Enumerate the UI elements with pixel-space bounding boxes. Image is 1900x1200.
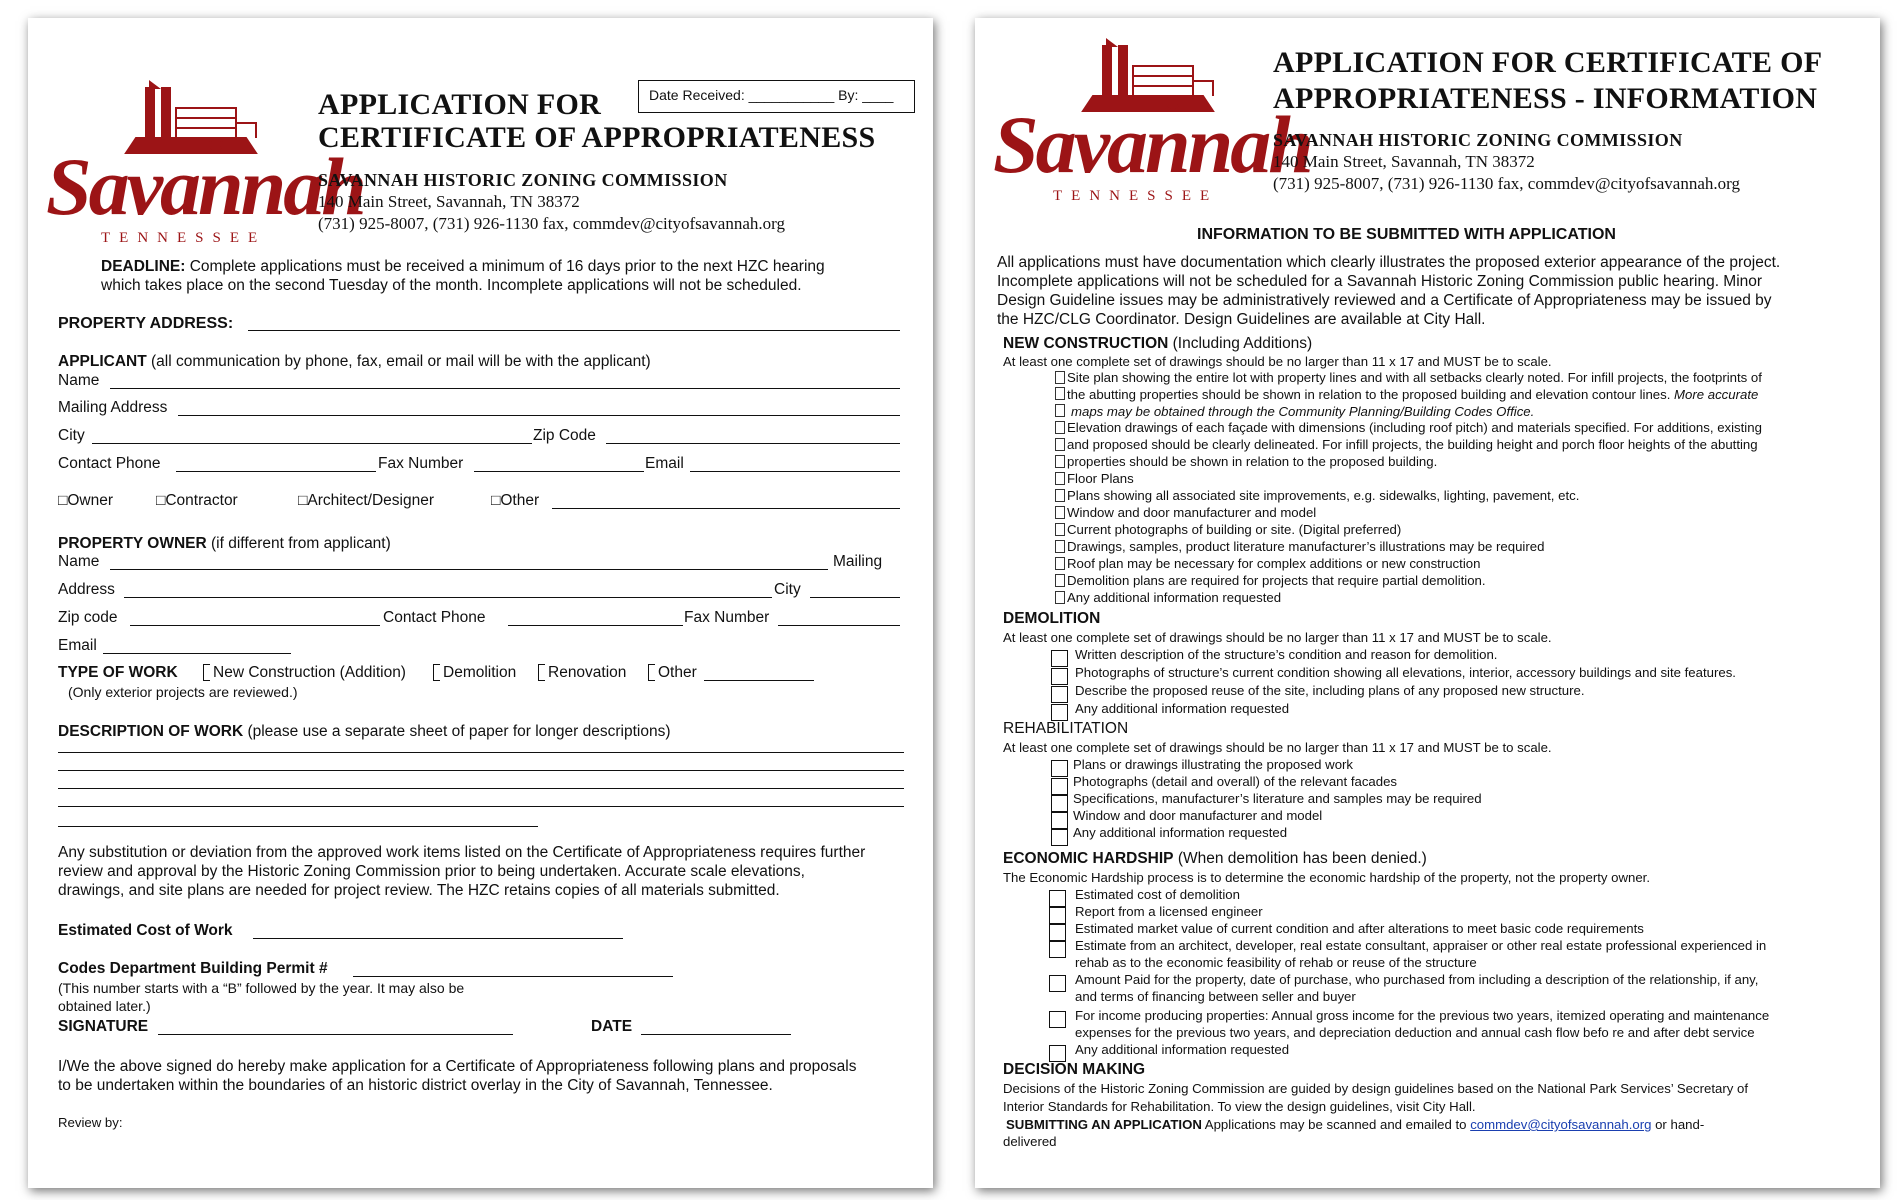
nc-item-9: Current photographs of building or site. (Digital preferred) — [1067, 522, 1402, 537]
deadline-text-1: Complete applications must be received a minimum of 16 days prior to the next HZC hearing — [185, 258, 825, 275]
hardship-item-8: For income producing properties: Annual gross income for the previous two years, itemized operating and maintenance — [1075, 1008, 1770, 1023]
description-line-1[interactable] — [58, 752, 904, 753]
rehab-additional-checkbox[interactable] — [1051, 829, 1068, 846]
date-label: DATE — [591, 1018, 633, 1035]
nc-site-plan-checkbox[interactable] — [1055, 371, 1065, 384]
description-line-4[interactable] — [58, 806, 904, 807]
owner-mailing-label: Mailing — [833, 553, 883, 570]
owner-address-label: Address — [58, 581, 115, 598]
estimated-cost-label: Estimated Cost of Work — [58, 922, 233, 939]
owner-email-field[interactable] — [103, 653, 291, 654]
form-title-line2: CERTIFICATE OF APPROPRIATENESS — [318, 121, 876, 154]
nc-elevation-checkbox-3[interactable] — [1055, 455, 1065, 468]
nc-elevation-checkbox[interactable] — [1055, 421, 1065, 434]
applicant-email-field[interactable] — [690, 471, 900, 472]
owner-heading-label: PROPERTY OWNER — [58, 535, 207, 552]
commission-address: 140 Main Street, Savannah, TN 38372 — [1273, 152, 1535, 171]
savannah-logo — [993, 36, 1311, 216]
hardship-demolition-cost-checkbox[interactable] — [1049, 890, 1066, 907]
nc-item-10: Drawings, samples, product literature manufacturer’s illustrations may be required — [1067, 539, 1545, 554]
decision-heading: DECISION MAKING — [1003, 1061, 1146, 1078]
applicant-fax-field[interactable] — [474, 471, 644, 472]
demolition-heading: DEMOLITION — [1003, 610, 1101, 627]
signature-field[interactable] — [158, 1034, 513, 1035]
estimated-cost-field[interactable] — [253, 938, 623, 939]
declaration-2: to be undertaken within the boundaries of an historic district overlay in the City of Savannah, Tennessee. — [58, 1077, 773, 1094]
demo-item-2: Photographs of structure’s current condition showing all elevations, interior, accessory buildings and site features. — [1075, 665, 1736, 680]
permit-note-2: obtained later.) — [58, 998, 151, 1014]
nc-item-13: Any additional information requested — [1067, 590, 1282, 605]
nc-item-5: properties should be shown in relation to the proposed building. — [1067, 454, 1438, 469]
intro-1: All applications must have documentation which clearly illustrates the proposed exterior appearance of the project. — [997, 254, 1781, 271]
hardship-note: (When demolition has been denied.) — [1173, 850, 1427, 867]
submitting-line — [1006, 1117, 1704, 1132]
signature-label: SIGNATURE — [58, 1018, 149, 1035]
logo-subtitle: TENNESSEE — [1053, 188, 1219, 204]
demo-photographs-checkbox[interactable] — [1051, 668, 1068, 685]
nc-item-3: Elevation drawings of each façade with dimensions (including roof pitch) and materials specified. For additions, existing — [1067, 420, 1762, 435]
new-construction-scale-note: At least one complete set of drawings should be no larger than 11 x 17 and MUST be to scale. — [1003, 354, 1552, 369]
property-address-label: PROPERTY ADDRESS: — [58, 315, 234, 332]
rehabilitation-scale-note: At least one complete set of drawings should be no larger than 11 x 17 and MUST be to scale. — [1003, 740, 1552, 755]
nc-maps-note: maps may be obtained through the Community Planning/Building Codes Office. — [1071, 404, 1535, 419]
permit-label: Codes Department Building Permit # — [58, 960, 328, 977]
nc-item-2-italic: More accurate — [1674, 387, 1759, 402]
hardship-additional-checkbox[interactable] — [1049, 1045, 1066, 1062]
hardship-item-4: Estimate from an architect, developer, real estate consultant, appraiser or other real estate professional experienced in — [1075, 938, 1767, 953]
demolition-checkbox[interactable] — [433, 664, 440, 681]
demo-item-4: Any additional information requested — [1075, 701, 1290, 716]
applicant-mailing-address-field[interactable] — [178, 415, 900, 416]
work-type-renovation: Renovation — [548, 664, 627, 681]
form-title-line1: APPLICATION FOR — [318, 88, 602, 121]
role-owner-checkbox[interactable]: □Owner — [58, 492, 114, 509]
nc-floor-plans-checkbox[interactable] — [1055, 472, 1065, 485]
property-address-field[interactable] — [248, 330, 900, 331]
logo-wordmark: Savannah — [46, 141, 364, 232]
rehab-item-3: Specifications, manufacturer’s literature and samples may be required — [1073, 791, 1482, 806]
hardship-item-9: expenses for the previous two years, and depreciation deduction and annual cash flow befo re and after debt service — [1075, 1025, 1755, 1040]
submitting-tail-2: delivered — [1003, 1134, 1057, 1149]
nc-item-2-italic-line — [1071, 404, 1534, 419]
info-heading: INFORMATION TO BE SUBMITTED WITH APPLICATION — [1197, 226, 1616, 243]
new-construction-heading — [1003, 335, 1312, 353]
deadline-text-2: which takes place on the second Tuesday of the month. Incomplete applications will not be scheduled. — [101, 277, 802, 294]
nc-item-7: Plans showing all associated site improvements, e.g. sidewalks, lighting, pavement, etc. — [1067, 488, 1580, 503]
rehab-specifications-checkbox[interactable] — [1051, 795, 1068, 812]
owner-email-label: Email — [58, 637, 97, 654]
nc-item-12: Demolition plans are required for projects that require partial demolition. — [1067, 573, 1486, 588]
nc-demolition-plans-checkbox[interactable] — [1055, 574, 1065, 587]
savannah-logo — [46, 78, 364, 253]
role-architect-checkbox[interactable]: □Architect/Designer — [298, 492, 434, 509]
owner-city-label: City — [774, 581, 801, 598]
description-line-2[interactable] — [58, 770, 904, 771]
work-type-other: Other — [658, 664, 697, 681]
nc-item-1: Site plan showing the entire lot with property lines and with all setbacks clearly noted. For infill projects, the footprints of — [1067, 370, 1762, 385]
new-construction-note: (Including Additions) — [1168, 335, 1313, 352]
role-contractor-checkbox[interactable]: □Contractor — [156, 492, 238, 509]
decision-text-2: Interior Standards for Rehabilitation. To view the design guidelines, visit City Hall. — [1003, 1099, 1476, 1114]
hardship-heading — [1003, 850, 1427, 868]
owner-note: (if different from applicant) — [206, 535, 391, 552]
rehab-item-1: Plans or drawings illustrating the proposed work — [1073, 757, 1354, 772]
nc-item-2 — [1067, 387, 1758, 402]
other-work-field[interactable] — [704, 680, 814, 681]
owner-name-label: Name — [58, 553, 100, 570]
date-field[interactable] — [641, 1034, 791, 1035]
fax-number-label: Fax Number — [378, 455, 464, 472]
deadline-notice — [101, 258, 825, 276]
hardship-item-10: Any additional information requested — [1075, 1042, 1290, 1057]
date-received-label: Date Received: ___________ By: ____ — [649, 87, 894, 103]
commission-contact: (731) 925-8007, (731) 926-1130 fax, commdev@cityofsavannah.org — [318, 214, 785, 233]
role-other-field[interactable] — [552, 508, 900, 509]
date-received-box[interactable] — [638, 80, 915, 113]
submitting-heading: SUBMITTING AN APPLICATION — [1006, 1117, 1202, 1132]
applicant-heading-label: APPLICANT — [58, 353, 147, 370]
contact-phone-label: Contact Phone — [58, 455, 161, 472]
demo-description-checkbox[interactable] — [1051, 650, 1068, 667]
rehab-item-2: Photographs (detail and overall) of the relevant facades — [1073, 774, 1398, 789]
intro-4: the HZC/CLG Coordinator. Design Guidelines are available at City Hall. — [997, 311, 1486, 328]
rehab-window-door-checkbox[interactable] — [1051, 812, 1068, 829]
logo-wordmark: Savannah — [993, 99, 1311, 190]
hardship-amount-paid-checkbox[interactable] — [1049, 975, 1066, 992]
submitting-tail: or hand- — [1651, 1117, 1705, 1132]
renovation-checkbox[interactable] — [538, 664, 545, 681]
rehab-item-5: Any additional information requested — [1073, 825, 1288, 840]
name-label: Name — [58, 372, 100, 389]
other-work-checkbox[interactable] — [648, 664, 655, 681]
demo-item-3: Describe the proposed reuse of the site, including plans of any proposed new structure. — [1075, 683, 1585, 698]
demolition-scale-note: At least one complete set of drawings should be no larger than 11 x 17 and MUST be to scale. — [1003, 630, 1552, 645]
decision-text-1: Decisions of the Historic Zoning Commission are guided by design guidelines based on the National Park Services’ Secretary of — [1003, 1081, 1748, 1096]
owner-address-field[interactable] — [124, 597, 772, 598]
hardship-item-7: and terms of financing between seller and buyer — [1075, 989, 1356, 1004]
information-page — [975, 18, 1880, 1188]
nc-item-2-text: the abutting properties should be shown in relation to the proposed building and elevation contour lines. — [1067, 387, 1671, 402]
owner-zip-field[interactable] — [130, 625, 380, 626]
logo-subtitle: TENNESSEE — [101, 230, 267, 246]
submitting-email-link[interactable]: commdev@cityofsavannah.org — [1470, 1117, 1652, 1132]
applicant-phone-field[interactable] — [176, 471, 376, 472]
exterior-note: (Only exterior projects are reviewed.) — [68, 684, 298, 700]
demo-reuse-checkbox[interactable] — [1051, 686, 1068, 703]
declaration-1: I/We the above signed do hereby make application for a Certificate of Appropriateness following plans and proposals — [58, 1058, 857, 1075]
info-title-line1: APPLICATION FOR CERTIFICATE OF — [1273, 46, 1823, 79]
type-of-work-label: TYPE OF WORK — [58, 664, 178, 681]
demo-additional-checkbox[interactable] — [1051, 704, 1068, 721]
work-type-new-construction: New Construction (Addition) — [213, 664, 406, 681]
review-by-label: Review by: — [58, 1115, 123, 1130]
hardship-item-5: rehab as to the economic feasibility of rehab or reuse of the structure — [1075, 955, 1477, 970]
demo-item-1: Written description of the structure’s condition and reason for demolition. — [1075, 647, 1498, 662]
hardship-item-2: Report from a licensed engineer — [1075, 904, 1263, 919]
owner-zip-label: Zip code — [58, 609, 118, 626]
description-line-5[interactable] — [58, 826, 538, 827]
hardship-engineer-checkbox[interactable] — [1049, 907, 1066, 924]
city-label: City — [58, 427, 85, 444]
owner-fax-label: Fax Number — [684, 609, 770, 626]
permit-field[interactable] — [353, 976, 673, 977]
rehab-plans-checkbox[interactable] — [1051, 760, 1068, 777]
deadline-label: DEADLINE: — [101, 258, 186, 275]
commission-contact: (731) 925-8007, (731) 926-1130 fax, commdev@cityofsavannah.org — [1273, 174, 1740, 193]
hardship-item-3: Estimated market value of current condition and after alterations to meet basic code requirements — [1075, 921, 1644, 936]
permit-note-1: (This number starts with a “B” followed by the year. It may also be — [58, 980, 465, 996]
owner-fax-field[interactable] — [778, 625, 900, 626]
applicant-note: (all communication by phone, fax, email or mail will be with the applicant) — [146, 353, 651, 370]
nc-additional-checkbox[interactable] — [1055, 591, 1065, 604]
info-title-line2: APPROPRIATENESS - INFORMATION — [1273, 82, 1818, 115]
hardship-item-1: Estimated cost of demolition — [1075, 887, 1240, 902]
rehabilitation-heading: REHABILITATION — [1003, 720, 1129, 737]
work-type-demolition: Demolition — [443, 664, 517, 681]
zip-code-label: Zip Code — [533, 427, 596, 444]
nc-item-6: Floor Plans — [1067, 471, 1134, 486]
new-construction-heading-label: NEW CONSTRUCTION — [1003, 335, 1169, 352]
rehab-item-4: Window and door manufacturer and model — [1073, 808, 1323, 823]
commission-name: SAVANNAH HISTORIC ZONING COMMISSION — [318, 170, 728, 190]
hardship-income-checkbox[interactable] — [1049, 1011, 1066, 1028]
description-note: (please use a separate sheet of paper for longer descriptions) — [243, 723, 671, 740]
description-line-3[interactable] — [58, 788, 904, 789]
substitution-text-3: drawings, and site plans are needed for project review. The HZC retains copies of all materials submitted. — [58, 882, 780, 899]
hardship-estimate-checkbox[interactable] — [1049, 941, 1066, 958]
submitting-text: Applications may be scanned and emailed to — [1201, 1117, 1471, 1132]
applicant-name-field[interactable] — [110, 388, 900, 389]
description-heading-label: DESCRIPTION OF WORK — [58, 723, 244, 740]
owner-name-field[interactable] — [110, 569, 828, 570]
hardship-market-value-checkbox[interactable] — [1049, 924, 1066, 941]
nc-item-11: Roof plan may be necessary for complex additions or new construction — [1067, 556, 1481, 571]
nc-site-plan-checkbox-2[interactable] — [1055, 387, 1065, 400]
nc-item-4: and proposed should be clearly delineated. For infill projects, the building height and porch floor heights of the abutting — [1067, 437, 1758, 452]
role-other-checkbox[interactable]: □Other — [491, 492, 540, 509]
owner-phone-label: Contact Phone — [383, 609, 486, 626]
applicant-heading — [58, 353, 651, 371]
commission-address: 140 Main Street, Savannah, TN 38372 — [318, 192, 580, 211]
mailing-address-label: Mailing Address — [58, 399, 168, 416]
hardship-intro: The Economic Hardship process is to determine the economic hardship of the property, not the property owner. — [1003, 870, 1651, 885]
description-heading — [58, 723, 671, 741]
substitution-text-2: review and approval by the Historic Zoning Commission prior to being undertaken. Accurate scale elevations, — [58, 863, 805, 880]
application-form-page — [28, 18, 933, 1188]
intro-2: Incomplete applications will not be scheduled for a Savannah Historic Zoning Commission public hearing. Minor — [997, 273, 1763, 290]
nc-photographs-checkbox[interactable] — [1055, 523, 1065, 536]
nc-drawings-checkbox[interactable] — [1055, 540, 1065, 553]
email-label: Email — [645, 455, 684, 472]
applicant-zip-field[interactable] — [606, 443, 900, 444]
owner-phone-field[interactable] — [508, 625, 683, 626]
nc-item-8: Window and door manufacturer and model — [1067, 505, 1317, 520]
hardship-item-6: Amount Paid for the property, date of purchase, who purchased from including a description of the relationship, if any, — [1075, 972, 1759, 987]
commission-name: SAVANNAH HISTORIC ZONING COMMISSION — [1273, 130, 1683, 150]
owner-heading — [58, 535, 391, 553]
new-construction-checkbox[interactable] — [203, 664, 210, 681]
rehab-photographs-checkbox[interactable] — [1051, 778, 1068, 795]
applicant-city-field[interactable] — [92, 443, 532, 444]
intro-3: Design Guideline issues may be administratively reviewed and a Certificate of Appropriateness may be issued by — [997, 292, 1772, 309]
nc-window-door-checkbox[interactable] — [1055, 506, 1065, 519]
substitution-text-1: Any substitution or deviation from the approved work items listed on the Certificate of Appropriateness requires further — [58, 844, 866, 861]
owner-city-field[interactable] — [810, 597, 900, 598]
nc-elevation-checkbox-2[interactable] — [1055, 438, 1065, 451]
nc-roof-plan-checkbox[interactable] — [1055, 557, 1065, 570]
nc-maps-checkbox[interactable] — [1055, 404, 1065, 417]
nc-site-improvements-checkbox[interactable] — [1055, 489, 1065, 502]
hardship-heading-label: ECONOMIC HARDSHIP — [1003, 850, 1174, 867]
